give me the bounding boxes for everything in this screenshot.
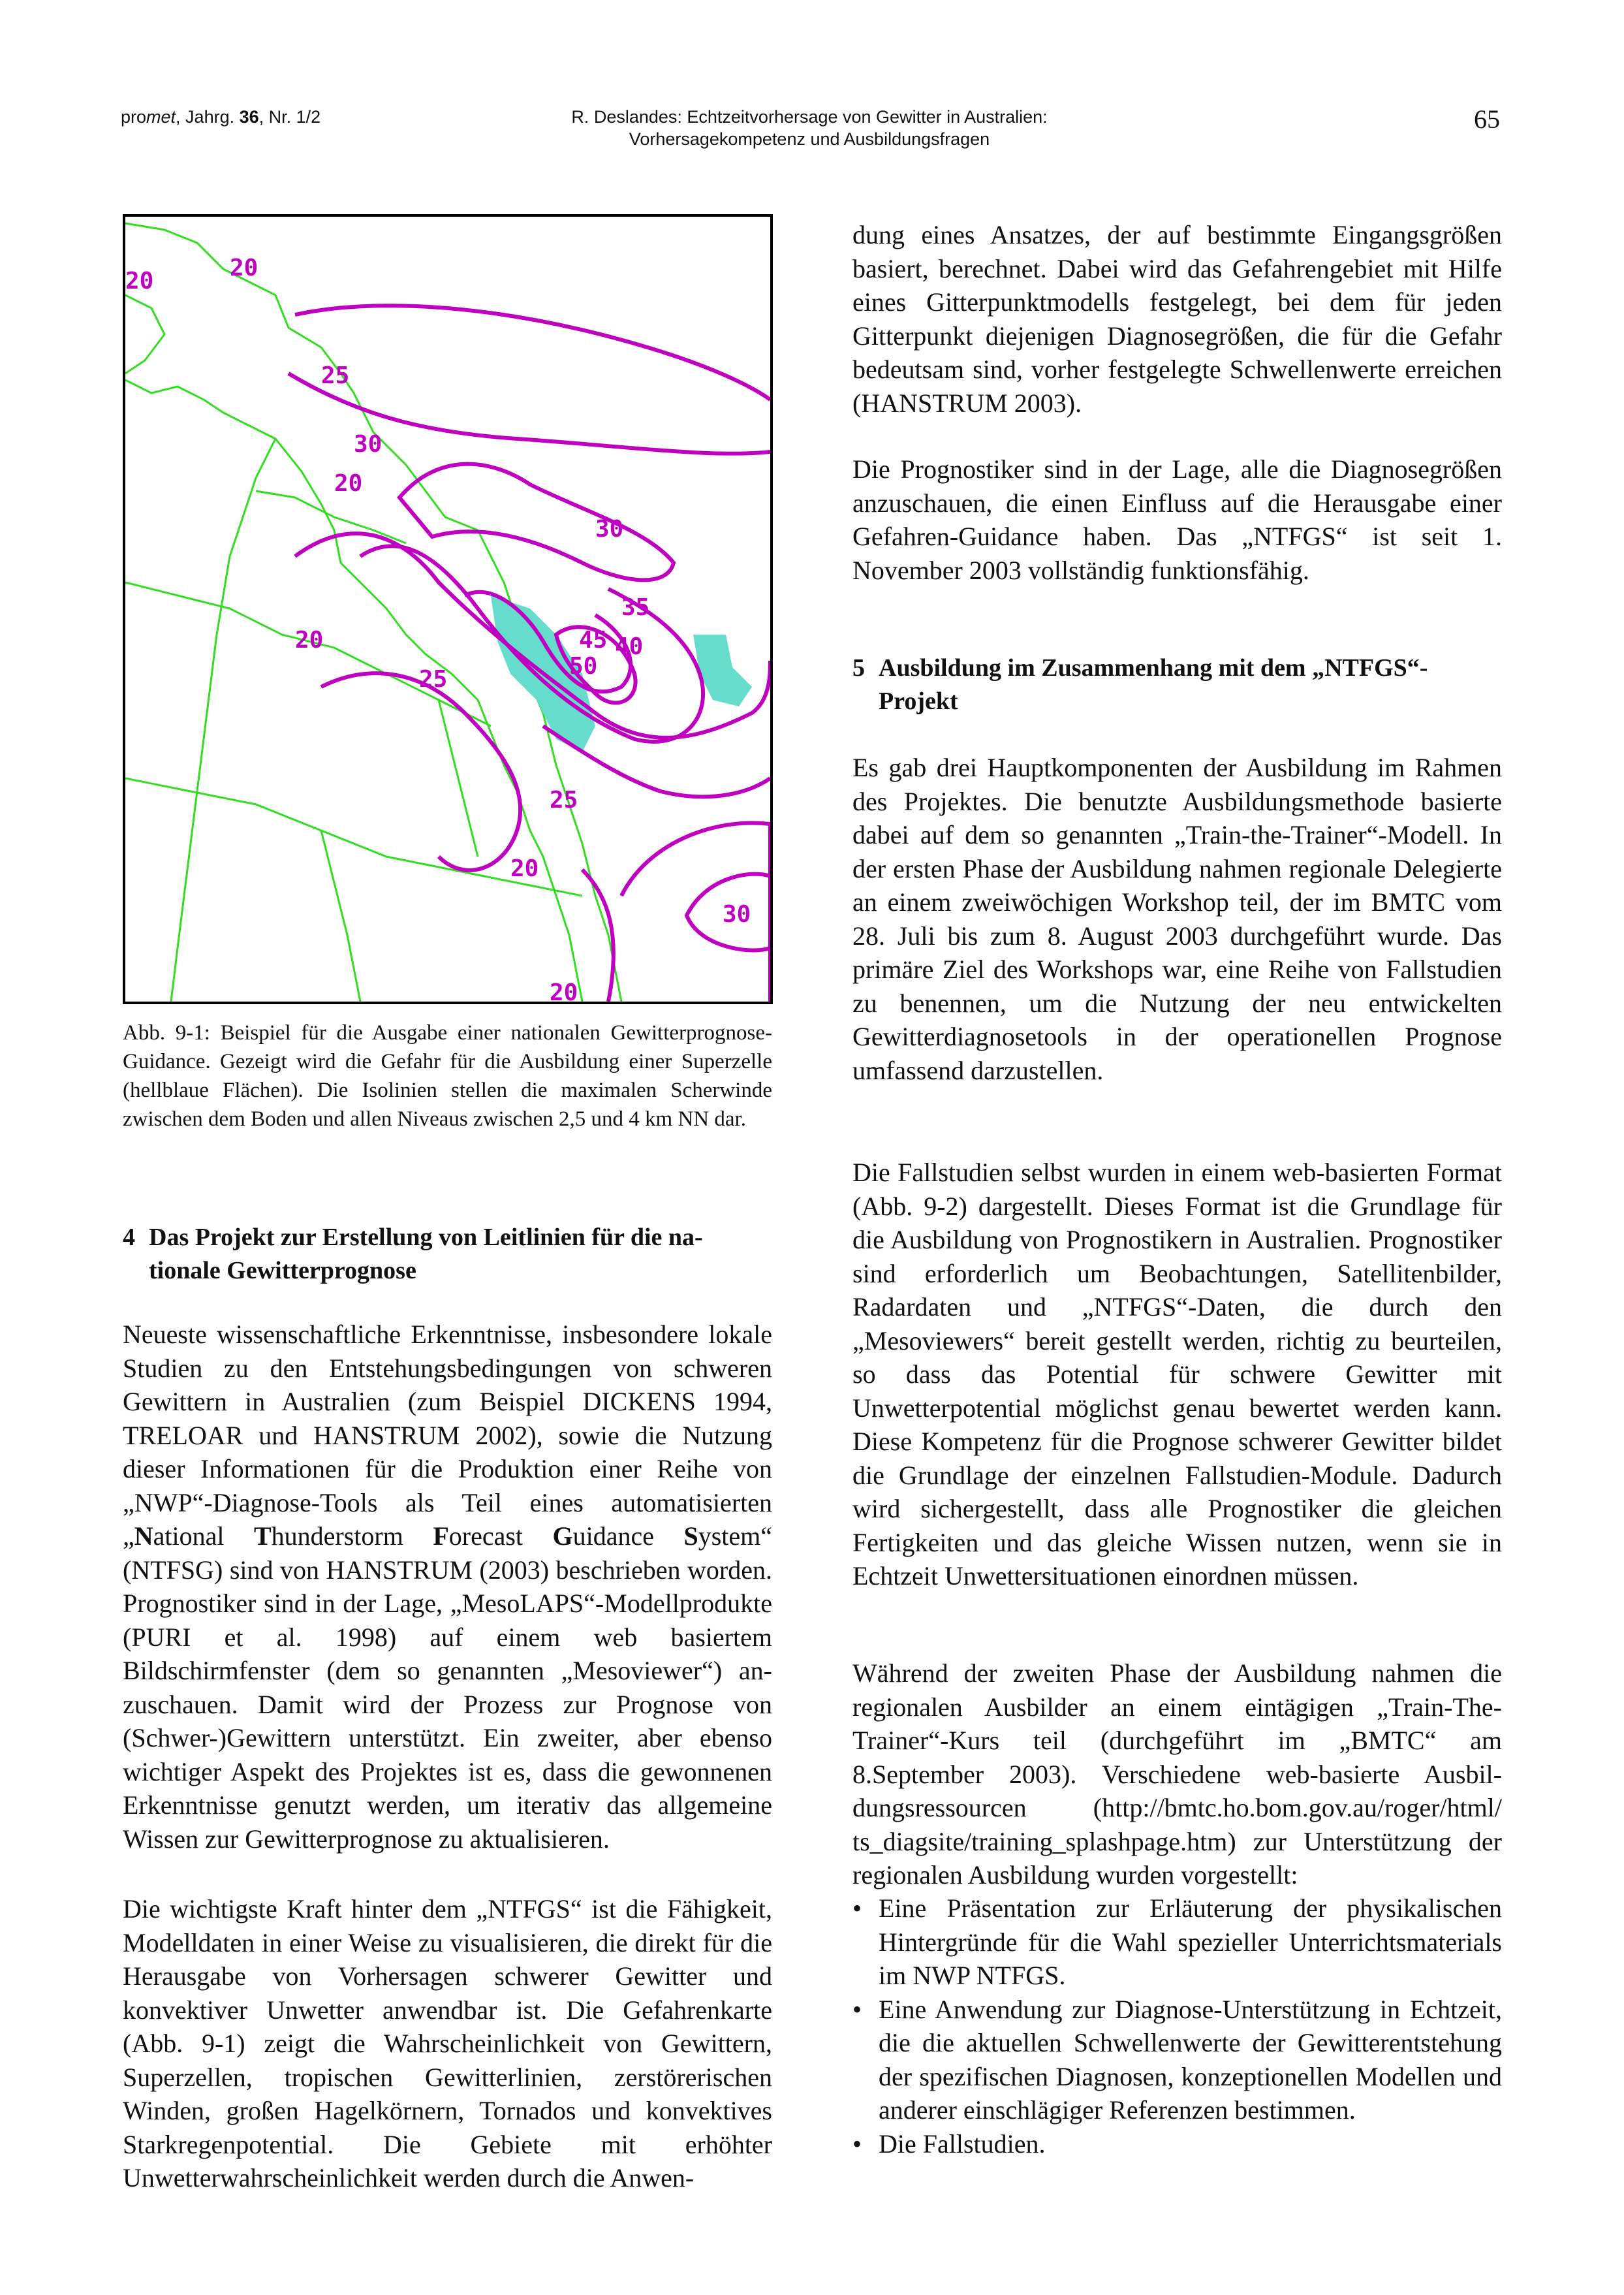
list-item-text: Eine Präsentation zur Erläuterung der physikalischen Hintergründe für die Wahl spezieller Unterrichtsmaterials im NWP NTFGS. [879,1893,1502,1990]
contour-label: 25 [419,666,448,693]
section-title-line2: Projekt [879,688,958,715]
journal-issue: , Nr. 1/2 [258,107,321,127]
coastline-path [125,223,624,1002]
border-path-5 [321,831,360,1002]
contour-label: 40 [615,633,644,660]
acronym-letter: F [433,1521,449,1551]
acronym-letter: S [683,1521,698,1551]
para-text: Neueste wissenschaftliche Erkenntnisse, insbesondere lokale Studien zu den Entstehungsbedingungen von schweren Gewittern in Australien (zum Beispiel DICKENS 1994, TRELOAR und HANSTRUM 2002), sowie die Nutzung dieser Informationen für die Produktion einer Reihe von „NWP“-Diagnose-Tools als Teil eines automatisierten „ [123,1320,772,1551]
list-item [852,2127,1502,2161]
section-number: 4 [123,1224,135,1251]
para-text: hunderstorm [271,1521,433,1551]
acronym-letter: G [552,1521,573,1551]
figure-caption: Abb. 9-1: Beispiel für die Ausgabe einer nationalen Gewitterprognose-Guidance. Gezeigt wird die Gefahr für die Ausbildung einer Superzelle (hellblaue Flächen). Die Isolinien stellen die maximalen Scherwinde zwischen dem Boden und allen Niveaus zwischen 2,5 und 4 km NN dar. [123,1021,772,1131]
contour-label: 20 [334,470,363,497]
isoline-20-north [295,306,770,400]
para-text: uidance [572,1521,684,1551]
border-path-3 [125,582,491,726]
contour-label: 20 [550,979,578,1002]
contour-label: 30 [354,431,383,458]
running-header-journal [121,106,320,128]
para-text: ational [153,1521,254,1551]
contour-label: 25 [321,362,350,389]
bullet-icon: • [852,1994,862,2024]
acronym-letter: T [253,1521,272,1551]
contour-label: 20 [510,855,539,882]
list-item-text: Die Fallstudien. [879,2129,1046,2159]
border-path-6 [439,700,478,857]
page-number: 65 [1474,104,1500,134]
section-title-line1: Ausbildung im Zusammenhang mit dem „NTFGS“- [879,654,1428,682]
list-item [852,1993,1502,2127]
running-header-title [483,106,1136,150]
section-number: 5 [852,654,865,682]
section-5-heading [852,652,1502,718]
contour-label: 20 [230,255,258,281]
para-text: ystem“ [698,1521,773,1551]
contour-label: 30 [595,516,624,543]
section-title-line1: Das Projekt zur Erstellung von Leitlinien für die na- [149,1224,703,1251]
section-4-heading [123,1221,772,1288]
contour-label: 20 [295,627,324,654]
isoline-25-mid [321,673,520,870]
section-5-paragraph-3: Während der zweiten Phase der Ausbildung nahmen die regionalen Ausbilder an einem eintägigen „Train-The-Trainer“-Kurs teil (durchgeführt im „BMTC“ am 8.September 2003). Verschiedene web-basierte Ausbildungsressourcen (http://bmtc.ho.bom.gov.au/roger/html/ ts_diagsite/training_splashpage.htm) zur Unterstützung der regionalen Ausbildung wurden vorgestellt: [852,1658,1502,1890]
list-item [852,1891,1502,1993]
contour-label: 50 [569,653,598,680]
journal-volume: 36 [239,107,259,127]
bullet-icon: • [852,2129,862,2159]
contour-label: 20 [125,268,154,294]
border-path-2 [171,439,275,1002]
paragraph-prognostiker: Die Prognostiker sind in der Lage, alle die Diagnosegrößen anzuschauen, die einen Einfluss auf die Herausgabe einer Gefahren-Guidance haben. Das „NTFGS“ ist seit 1. November 2003 vollständig funktionsfähig. [852,454,1502,585]
journal-name-italic: met [146,107,176,127]
island-path [125,295,164,373]
list-item-text: Eine Anwendung zur Diagnose-Unterstützung in Echtzeit, die die aktuellen Schwellenwerte der Gewitterentstehung der spezifischen Diagnosen, konzeptionellen Modellen und anderer einschlägiger Referenzen bestimmen. [879,1994,1502,2125]
figure-map [123,214,773,1004]
journal-year-label: , Jahrg. [176,107,240,127]
isoline-30-north [399,464,674,580]
journal-name-pre: pro [121,107,147,127]
contour-label: 45 [579,627,608,654]
bullet-list [852,1891,1502,2160]
header-title-line2: Vorhersagekompetenz und Ausbildungsfragen [629,129,990,149]
para-text: (NTFSG) sind von HANSTRUM (2003) beschrieben worden. Prognostiker sind in der Lage, „MesoLAPS“-Modellprodukte (PURI et al. 1998) auf einem web basiertem Bildschirmfenster (dem so genannten „Mesoviewer“) anzuschauen. Damit wird der Prozess zur Prognose von (Schwer-)Gewittern unterstützt. Ein zweiter, aber ebenso wichtiger Aspekt des Projektes ist es, dass die gewonnenen Erkenntnisse genutzt werden, um iterativ das allgemeine Wissen zur Gewitterprognose zu aktualisieren. [123,1555,772,1854]
coastline-layer [125,223,624,1002]
bullet-icon: • [852,1893,862,1923]
contour-label: 35 [621,594,650,621]
section-4-paragraph-2: Die wichtigste Kraft hinter dem „NTFGS“ ist die Fähigkeit, Modelldaten in einer Weise zu visualisieren, die direkt für die Herausgabe von Vorhersagen schwerer Gewitter und konvektiver Unwetter anwendbar ist. Die Gefahrenkarte (Abb. 9-1) zeigt die Wahrscheinlichkeit von Gewittern, Superzellen, tropischen Gewitterlinien, zerstörerischen Winden, großen Hagelkörnern, Tornados und konvektives Starkregenpotential. Die Gebiete mit erhöhter Unwetterwahrscheinlichkeit werden durch die Anwen- [123,1894,772,2192]
section-5-paragraph-2: Die Fallstudien selbst wurden in einem web-basierten Format (Abb. 9-2) dargestellt. Dieses Format ist die Grundlage für die Ausbildung von Prognostikern in Australien. Prognostiker sind erforderlich um Beobachtungen, Satellitenbilder, Radardaten und „NTFGS“-Daten, die durch den „Mesoviewers“ bereit gestellt werden, richtig zu beurteilen, so dass das Potential für schwere Gewitter mit Unwetterpotential möglichst genau bewertet werden kann. Diese Kompetenz für die Prognose schwerer Gewitter bildet die Grundlage der einzelnen Fallstudien-Module. Dadurch wird sichergestellt, dass alle Prognostiker die gleichen Fertigkeiten und das gleiche Wissen nutzen, wenn sie in Echtzeit Unwettersituationen einordnen müssen. [852,1158,1502,1591]
contour-label: 25 [550,787,578,814]
paragraph-continued: dung eines Ansatzes, der auf bestimmte Eingangsgrößen basiert, berechnet. Dabei wird das Gefahrengebiet mit Hilfe eines Gitterpunktmodells festgelegt, bei dem für jeden Gitterpunkt diejenigen Diagnosegrößen, die für die Gefahr bedeutsam sind, vorher festgelegte Schwellenwerte erreichen (HANSTRUM 2003). [852,220,1502,418]
section-5-paragraph-1: Es gab drei Hauptkomponenten der Ausbildung im Rahmen des Projektes. Die benutzte Ausbildungsmethode basierte dabei auf dem so genannten „Train-the-Trainer“-Modell. In der ersten Phase der Ausbildung nahmen regionale Delegierte an einem zweiwöchigen Workshop teil, der im BMTC vom 28. Juli bis zum 8. August 2003 durchgeführt wurde. Das primäre Ziel des Workshops war, eine Reihe von Fallstudien zu benennen, um die Nutzung der neu entwickelten Gewitterdiagnosetools in der operationellen Prognose umfassend darzustellen. [852,753,1502,1085]
contour-labels [125,255,751,1002]
header-title-line1: R. Deslandes: Echtzeitvorhersage von Gewitter in Australien: [571,107,1048,127]
contour-label: 30 [723,901,751,928]
para-text: orecast [448,1521,553,1551]
section-title-line2: tionale Gewitterprognose [149,1257,416,1284]
section-4-paragraph-1 [123,1318,772,1856]
acronym-letter: N [134,1521,153,1551]
forecast-map [125,217,770,1002]
